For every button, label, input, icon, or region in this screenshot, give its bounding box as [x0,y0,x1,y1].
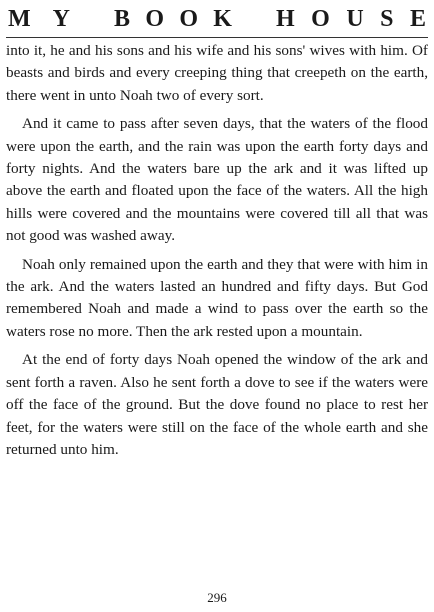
paragraph-4: At the end of forty days Noah opened the window of the ark and sent forth a raven. Also he sent forth a dove to see if the waters were off the face of the ground. But the dove found no place to rest her feet, for the waters were still on the face of the whole earth and she returned unto him. [6,351,428,458]
paragraph-3: Noah only remained upon the earth and they that were with him in the ark. And the waters lasted an hundred and fifty days. But God remembered Noah and made a wind to pass over the earth so the waters rose no more. Then the ark rested upon a mountain. [6,255,428,340]
body-text [6,40,428,461]
running-head [8,4,426,34]
running-head-letter: H [276,6,295,32]
running-head-letter: U [346,6,364,32]
running-head-letter: B [114,6,131,32]
running-head-letter: O [179,6,198,32]
running-head-word-my [8,4,70,34]
running-head-word-house [276,4,426,34]
running-head-letter: O [145,6,164,32]
running-head-letter: M [8,6,31,32]
running-head-letter: O [311,6,330,32]
paragraph-1: into it, he and his sons and his wife and his sons' wives with him. Of beasts and birds and every creeping thing that creepeth on the earth, there went in unto Noah two of every sort. [6,42,428,104]
running-head-letter: S [380,6,394,32]
running-head-word-book [114,4,232,34]
running-head-letter: E [409,6,426,32]
header-rule [6,37,428,38]
running-head-letter: K [213,6,232,32]
paragraph-2: And it came to pass after seven days, that the waters of the flood were upon the earth, and the rain was upon the earth forty days and forty nights. And the waters bare up the ark and it was lifted up above the earth and floated upon the face of the waters. All the high hills were covered and the mountains were covered till all that was not good was washed away. [6,115,428,245]
running-head-letter: Y [52,6,70,32]
page-number: 296 [207,590,227,605]
